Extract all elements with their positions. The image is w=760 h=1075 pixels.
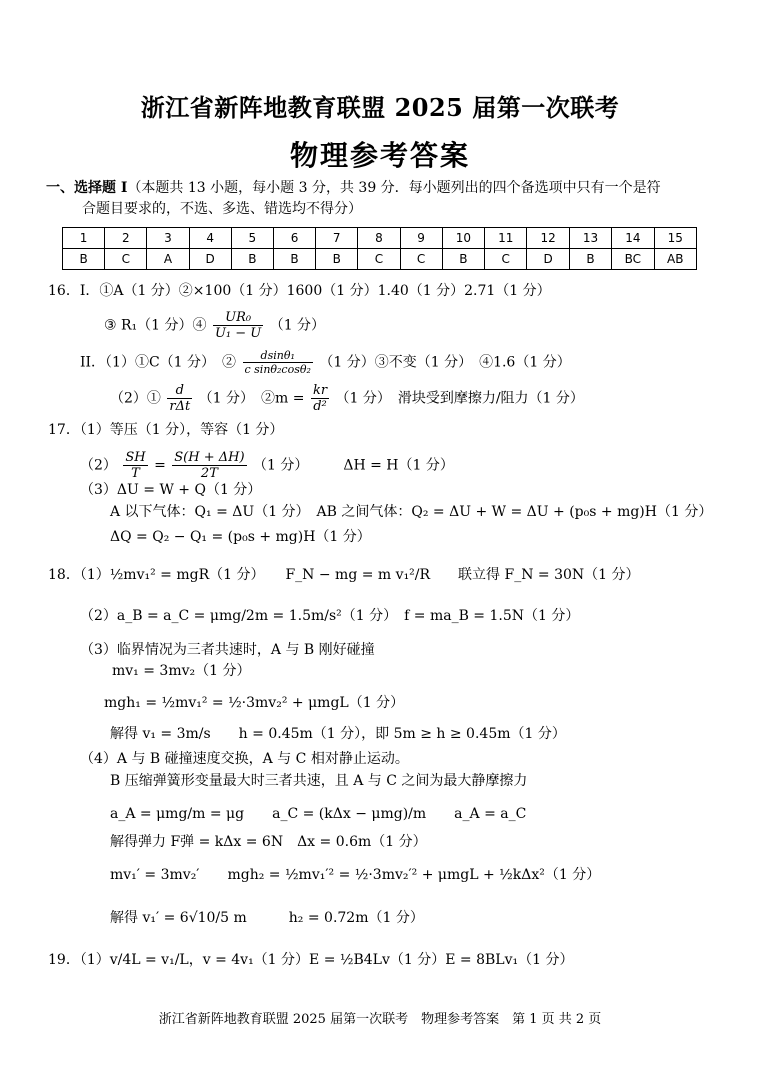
q16-line-1: 16．I．①A（1 分）②×100（1 分）1600（1 分）1.40（1 分）2.71（1 分） — [48, 283, 551, 299]
answer-cell: BC — [612, 249, 654, 270]
answer-table-number-row — [63, 228, 697, 249]
q17-line-2-text: （2） — [80, 457, 117, 474]
q18-line-6: 解得 v₁ = 3m/s h = 0.45m（1 分），即 5m ≥ h ≥ 0.45m（1 分） — [110, 726, 566, 742]
document-subtitle: 物理参考答案 — [289, 139, 470, 172]
question-number-cell: 3 — [147, 228, 189, 249]
answer-cell: A — [147, 249, 189, 270]
q16-snell-fraction — [243, 349, 313, 376]
q17-fraction-1-den: T — [131, 466, 140, 481]
q17-line-2-score: （1 分） ΔH = H（1 分） — [253, 457, 454, 474]
q17-fraction-2-den: 2T — [200, 466, 218, 481]
q16-line-3-text: II．（1）①C（1 分） ② — [80, 354, 237, 371]
answer-cell: C — [358, 249, 400, 270]
q16-line-3 — [80, 349, 571, 376]
q16-snell-num: dsinθ₁ — [243, 349, 313, 363]
answer-cell: B — [442, 249, 484, 270]
q16-fraction-2-num: d — [167, 383, 192, 399]
section1-heading-line — [46, 178, 661, 198]
q16-fraction-2-den: rΔt — [169, 399, 191, 414]
q18-line-3: （3）临界情况为三者共速时，A 与 B 刚好碰撞 — [80, 642, 375, 658]
q16-fraction-3-num: kr — [312, 383, 328, 398]
answer-table-answer-row — [63, 249, 697, 270]
q16-line-2-score: （1 分） — [269, 317, 326, 334]
q16-line-4-end: （1 分） 滑块受到摩擦力/阻力（1 分） — [335, 390, 584, 407]
question-number-cell: 15 — [654, 228, 696, 249]
q16-line-3-score: （1 分）③不变（1 分） ④1.6（1 分） — [319, 354, 571, 371]
q16-line-4-mid: （1 分） ②m = — [198, 390, 305, 407]
q18-line-8: B 压缩弹簧形变量最大时三者共速，且 A 与 C 之间为最大静摩擦力 — [110, 773, 528, 789]
q17-fraction-1 — [123, 450, 147, 481]
q16-fraction-3-den: d² — [313, 399, 327, 414]
answer-table — [62, 227, 697, 270]
exam-title: 浙江省新阵地教育联盟 2025 届第一次联考 — [140, 93, 620, 122]
answer-cell: D — [189, 249, 231, 270]
answer-cell: D — [527, 249, 569, 270]
question-number-cell: 10 — [442, 228, 484, 249]
q17-fraction-1-num: SH — [125, 450, 146, 465]
q16-fraction — [213, 310, 263, 341]
answer-cell: C — [105, 249, 147, 270]
q16-line-2 — [104, 310, 325, 341]
question-number-cell: 11 — [485, 228, 527, 249]
q17-line-5: ΔQ = Q₂ − Q₁ = (p₀s + mg)H（1 分） — [110, 529, 371, 545]
section1-desc-2: 合题目要求的，不选、多选、错选均不得分） — [82, 201, 362, 217]
question-number-cell: 13 — [569, 228, 611, 249]
question-number-cell: 12 — [527, 228, 569, 249]
question-number-cell: 9 — [400, 228, 442, 249]
q18-line-7: （4）A 与 B 碰撞速度交换，A 与 C 相对静止运动。 — [80, 751, 409, 767]
q16-snell-den: c sinθ₂cosθ₂ — [244, 363, 311, 376]
q17-fraction-2 — [172, 450, 246, 481]
question-number-cell: 4 — [189, 228, 231, 249]
q17-line-2 — [80, 450, 454, 481]
page-footer: 浙江省新阵地教育联盟 2025 届第一次联考 物理参考答案 第 1 页 共 2 页 — [158, 1012, 602, 1027]
q18-line-2: （2）a_B = a_C = μmg/2m = 1.5m/s²（1 分） f = ma_B = 1.5N（1 分） — [80, 608, 580, 624]
q16-fraction-2 — [167, 383, 192, 414]
question-number-cell: 2 — [105, 228, 147, 249]
section1-desc-1: （本题共 13 小题，每小题 3 分，共 39 分．每小题列出的四个备选项中只有一个是符 — [127, 180, 661, 196]
q16-line-4 — [110, 383, 584, 414]
answer-cell: C — [400, 249, 442, 270]
question-number-cell: 7 — [316, 228, 358, 249]
q17-line-3: （3）ΔU = W + Q（1 分） — [80, 482, 262, 498]
section1-head: 一、选择题 I — [46, 180, 128, 196]
question-number-cell: 6 — [273, 228, 315, 249]
question-number-cell: 14 — [612, 228, 654, 249]
answer-cell: B — [63, 249, 105, 270]
question-number-cell: 1 — [63, 228, 105, 249]
q18-line-5: mgh₁ = ½mv₁² = ½·3mv₂² + μmgL（1 分） — [104, 695, 405, 711]
q16-fraction-num: UR₀ — [213, 310, 263, 326]
q17-line-1: 17．（1）等压（1 分），等容（1 分） — [48, 422, 284, 438]
answer-cell: C — [485, 249, 527, 270]
answer-cell: B — [569, 249, 611, 270]
q18-line-12: 解得 v₁′ = 6√10/5 m h₂ = 0.72m（1 分） — [110, 910, 424, 926]
question-number-cell: 5 — [231, 228, 273, 249]
q19-line-1: 19．（1）v/4L = v₁/L，v = 4v₁（1 分）E = ½B4Lv（1 分）E = 8BLv₁（1 分） — [48, 952, 574, 968]
answer-cell: B — [273, 249, 315, 270]
answer-cell: B — [316, 249, 358, 270]
q18-line-4: mv₁ = 3mv₂（1 分） — [112, 663, 251, 679]
q18-line-11: mv₁′ = 3mv₂′ mgh₂ = ½mv₁′² = ½·3mv₂′² + μmgL + ½kΔx²（1 分） — [110, 867, 601, 883]
q16-fraction-3 — [311, 383, 329, 414]
q18-line-10: 解得弹力 F弹 = kΔx = 6N Δx = 0.6m（1 分） — [110, 834, 427, 850]
q17-fraction-2-num: S(H + ΔH) — [174, 450, 245, 465]
q16-line-2-text: ③ R₁（1 分）④ — [104, 317, 207, 334]
answer-cell: B — [231, 249, 273, 270]
q17-line-4: A 以下气体：Q₁ = ΔU（1 分） AB 之间气体：Q₂ = ΔU + W = ΔU + (p₀s + mg)H（1 分） — [110, 504, 713, 520]
q16-fraction-den: U₁ − U — [214, 326, 262, 341]
q18-line-1: 18．（1）½mv₁² = mgR（1 分） F_N − mg = m v₁²/R 联立得 F_N = 30N（1 分） — [48, 567, 640, 583]
q18-line-9: a_A = μmg/m = μg a_C = (kΔx − μmg)/m a_A = a_C — [110, 806, 527, 822]
answer-cell: AB — [654, 249, 696, 270]
q16-line-4-text: （2）① — [110, 390, 161, 407]
q17-equals: = — [154, 457, 166, 474]
question-number-cell: 8 — [358, 228, 400, 249]
